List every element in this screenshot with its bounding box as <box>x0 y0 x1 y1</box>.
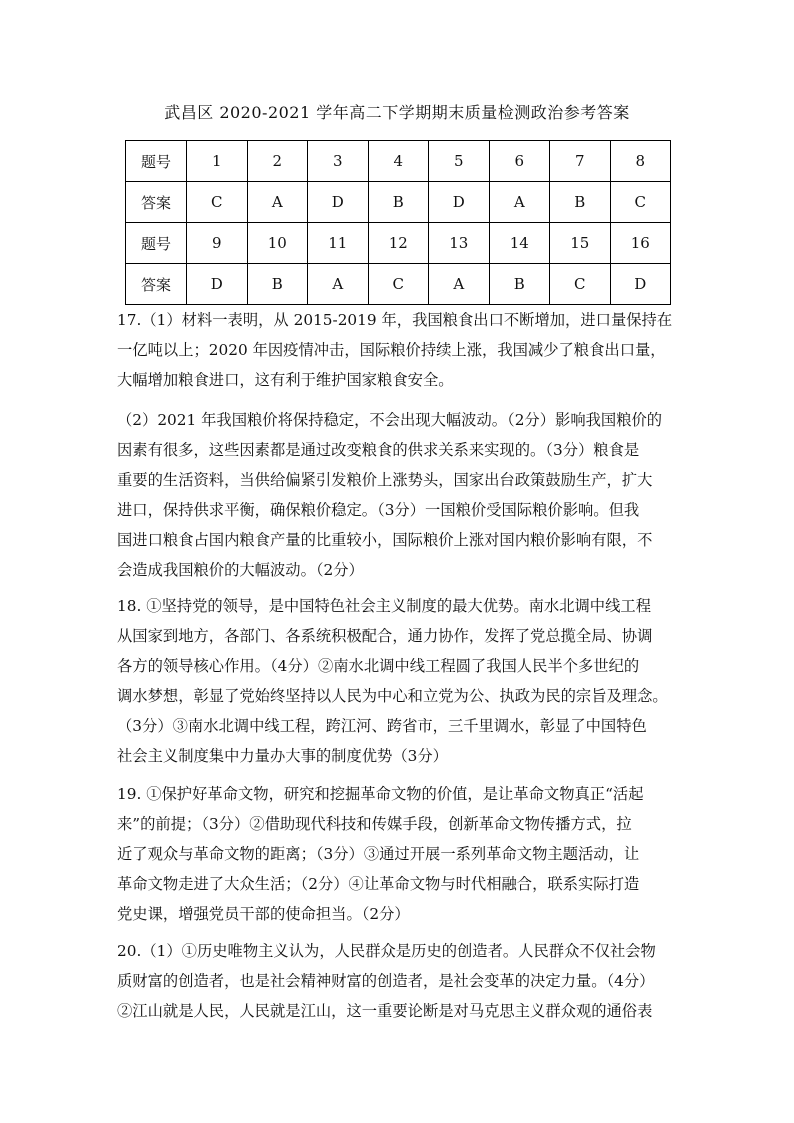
table-row <box>126 223 671 264</box>
table-cell: 13 <box>429 223 490 264</box>
text-line: 近了观众与革命文物的距离；（3分）③通过开展一系列革命文物主题活动，让 <box>117 845 640 863</box>
answer-17-part-2 <box>117 405 687 585</box>
table-cell: 3 <box>308 141 369 182</box>
table-cell: D <box>187 264 248 305</box>
text-line: 18. ①坚持党的领导，是中国特色社会主义制度的最大优势。南水北调中线工程 <box>117 597 651 615</box>
table-cell: 14 <box>489 223 550 264</box>
text-line: 20.（1）①历史唯物主义认为，人民群众是历史的创造者。人民群众不仅社会物 <box>117 942 656 960</box>
answer-19 <box>117 779 687 929</box>
row-label: 答案 <box>126 264 187 305</box>
table-cell: B <box>368 182 429 223</box>
table-cell: 16 <box>610 223 671 264</box>
table-cell: 11 <box>308 223 369 264</box>
text-line: 17.（1）材料一表明，从 2015-2019 年，我国粮食出口不断增加，进口量保持在 <box>117 311 673 329</box>
table-cell: D <box>610 264 671 305</box>
text-line: 重要的生活资料，当供给偏紧引发粮价上涨势头，国家出台政策鼓励生产，扩大 <box>117 471 653 489</box>
text-line: 质财富的创造者，也是社会精神财富的创造者，是社会变革的决定力量。（4分） <box>117 972 655 990</box>
text-line: 国进口粮食占国内粮食产量的比重较小，国际粮价上涨对国内粮价影响有限，不 <box>117 531 653 549</box>
table-cell: A <box>429 264 490 305</box>
table-cell: D <box>308 182 369 223</box>
table-cell: 12 <box>368 223 429 264</box>
answer-18 <box>117 591 687 771</box>
text-line: （3分）③南水北调中线工程，跨江河、跨省市，三千里调水，彰显了中国特色 <box>117 717 647 735</box>
text-line: 社会主义制度集中力量办大事的制度优势（3分） <box>117 747 448 765</box>
table-cell: A <box>247 182 308 223</box>
table-row <box>126 264 671 305</box>
answer-20-part-1 <box>117 936 687 1026</box>
text-line: 来”的前提；（3分）②借助现代科技和传媒手段，创新革命文物传播方式，拉 <box>117 815 632 833</box>
text-line: 一亿吨以上；2020 年因疫情冲击，国际粮价持续上涨，我国减少了粮食出口量， <box>117 341 666 359</box>
text-line: ②江山就是人民，人民就是江山，这一重要论断是对马克思主义群众观的通俗表 <box>117 1002 653 1020</box>
text-line: 大幅增加粮食进口，这有利于维护国家粮食安全。 <box>117 371 454 389</box>
row-label: 答案 <box>126 182 187 223</box>
table-cell: C <box>187 182 248 223</box>
table-cell: 5 <box>429 141 490 182</box>
table-cell: 9 <box>187 223 248 264</box>
table-cell: 2 <box>247 141 308 182</box>
table-cell: A <box>489 182 550 223</box>
table-cell: 1 <box>187 141 248 182</box>
table-row <box>126 141 671 182</box>
table-cell: A <box>308 264 369 305</box>
row-label: 题号 <box>126 141 187 182</box>
text-line: 调水梦想，彰显了党始终坚持以人民为中心和立党为公、执政为民的宗旨及理念。 <box>117 687 668 705</box>
table-cell: C <box>368 264 429 305</box>
table-row <box>126 182 671 223</box>
table-cell: 7 <box>550 141 611 182</box>
text-line: 从国家到地方，各部门、各系统积极配合，通力协作，发挥了党总揽全局、协调 <box>117 627 653 645</box>
text-line: 党史课，增强党员干部的使命担当。（2分） <box>117 905 410 923</box>
row-label: 题号 <box>126 223 187 264</box>
table-cell: 10 <box>247 223 308 264</box>
table-cell: C <box>550 264 611 305</box>
table-cell: B <box>550 182 611 223</box>
text-line: 进口，保持供求平衡，确保粮价稳定。（3分）一国粮价受国际粮价影响。但我 <box>117 501 640 519</box>
text-line: （2）2021 年我国粮价将保持稳定，不会出现大幅波动。（2分）影响我国粮价的 <box>117 411 663 429</box>
answer-table <box>125 140 671 305</box>
table-cell: 6 <box>489 141 550 182</box>
table-cell: B <box>489 264 550 305</box>
text-line: 各方的领导核心作用。（4分）②南水北调中线工程圆了我国人民半个多世纪的 <box>117 657 640 675</box>
text-line: 因素有很多，这些因素都是通过改变粮食的供求关系来实现的。（3分）粮食是 <box>117 441 640 459</box>
table-cell: 15 <box>550 223 611 264</box>
text-line: 革命文物走进了大众生活；（2分）④让革命文物与时代相融合，联系实际打造 <box>117 875 640 893</box>
text-line: 19. ①保护好革命文物，研究和挖掘革命文物的价值，是让革命文物真正“活起 <box>117 785 644 803</box>
text-line: 会造成我国粮价的大幅波动。（2分） <box>117 561 364 579</box>
table-cell: C <box>610 182 671 223</box>
table-cell: 8 <box>610 141 671 182</box>
table-cell: B <box>247 264 308 305</box>
table-cell: 4 <box>368 141 429 182</box>
document-title: 武昌区 2020-2021 学年高二下学期期末质量检测政治参考答案 <box>164 103 630 122</box>
table-cell: D <box>429 182 490 223</box>
answer-17-part-1 <box>117 305 687 395</box>
